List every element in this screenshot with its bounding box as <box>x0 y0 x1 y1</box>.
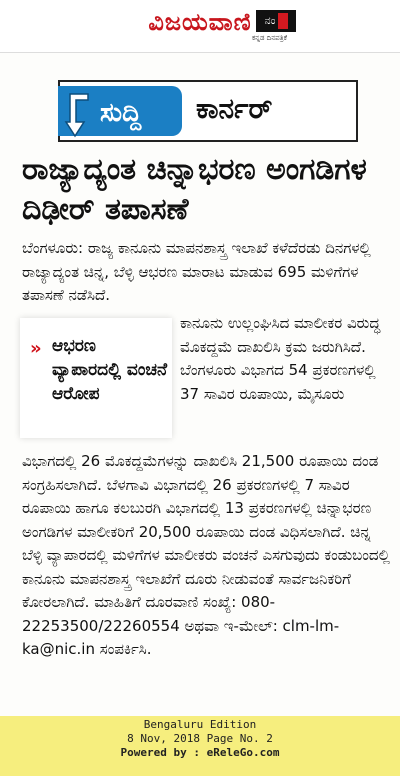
article-paragraph-1: ಬೆಂಗಳೂರು: ರಾಜ್ಯ ಕಾನೂನು ಮಾಪನಶಾಸ್ತ್ರ ಇಲಾಖೆ ಕಳೆದೆರಡು ದಿನಗಳಲ್ಲಿ ರಾಜ್ಯಾದ್ಯಂತ ಚಿನ್ನ, ಬೆಳ್ಳಿ ಆಭರಣ ಮಾರಾಟ ಮಾಡುವ 695 ಮಳಿಗೆಗಳ ತಪಾಸಣೆ ನಡೆಸಿದೆ. <box>22 239 371 304</box>
edition-name: Bengaluru Edition <box>143 718 257 731</box>
edition-footer <box>0 716 400 776</box>
masthead-badge <box>256 10 296 32</box>
powered-by: Powered by : eReleGo.com <box>120 746 280 759</box>
down-arrow-icon <box>64 90 94 140</box>
banner-left-word: ಸುದ್ದಿ <box>100 98 142 128</box>
article-paragraph-2: ಕಾನೂನು ಉಲ್ಲಂಘಿಸಿದ ಮಾಲೀಕರ ವಿರುದ್ಧ ಮೊಕದ್ದಮೆ ದಾಖಲಿಸಿ ಕ್ರಮ ಜರುಗಿಸಿದೆ. ಬೆಂಗಳೂರು ವಿಭಾಗದ 54 ಪ್ರಕರಣಗಳಲ್ಲಿ 37 ಸಾವಿರ ರೂಪಾಯಿ, ಮೈಸೂರು <box>180 314 381 403</box>
badge-label: ನಂ <box>264 14 276 27</box>
highlight-text: ಆಭರಣ ವ್ಯಾಪಾರದಲ್ಲಿ ವಂಚನೆ ಆರೋಪ <box>52 336 168 404</box>
banner-ribbon <box>58 86 182 136</box>
highlight-box <box>20 318 172 438</box>
banner-right-word: ಕಾರ್ನರ್ <box>196 92 273 125</box>
masthead <box>0 0 400 53</box>
suddi-corner-banner <box>58 80 358 142</box>
badge-red-block <box>278 13 288 29</box>
article-headline: ರಾಜ್ಯಾದ್ಯಂತ ಚಿನ್ನಾಭರಣ ಅಂಗಡಿಗಳ ದಿಢೀರ್ ತಪಾಸಣೆ <box>22 152 367 227</box>
edition-date-page: 8 Nov, 2018 Page No. 2 <box>127 732 273 745</box>
masthead-tagline: ಕನ್ನಡ ದಿನಪತ್ರಿಕೆ <box>252 34 288 42</box>
newspaper-title: ವಿಜಯವಾಣಿ <box>148 8 252 36</box>
article-paragraph-3: ವಿಭಾಗದಲ್ಲಿ 26 ಮೊಕದ್ದಮೆಗಳನ್ನು ದಾಖಲಿಸಿ 21,500 ರೂಪಾಯಿ ದಂಡ ಸಂಗ್ರಹಿಸಲಾಗಿದೆ. ಬೆಳಗಾವಿ ವಿಭಾಗದಲ್ಲಿ 26 ಪ್ರಕರಣಗಳಲ್ಲಿ 7 ಸಾವಿರ ರೂಪಾಯಿ ಹಾಗೂ ಕಲಬುರಗಿ ವಿಭಾಗದಲ್ಲಿ 13 ಪ್ರಕರಣಗಳಲ್ಲಿ ಚಿನ್ನಾಭರಣ ಅಂಗಡಿಗಳ ಮಾಲೀಕರಿಗೆ 20,500 ರೂಪಾಯಿ ದಂಡ ವಿಧಿಸಲಾಗಿದೆ. ಚಿನ್ನ ಬೆಳ್ಳಿ ವ್ಯಾಪಾರದಲ್ಲಿ ಮಳಿಗೆಗಳ ಮಾಲೀಕರು ವಂಚನೆ ಎಸಗುವುದು ಕಂಡುಬಂದಲ್ಲಿ ಕಾನೂನು ಮಾಪನಶಾಸ್ತ್ರ ಇಲಾಖೆಗೆ ದೂರು ನೀಡುವಂತೆ ಸಾರ್ವಜನಿಕರಿಗೆ ಕೋರಲಾಗಿದೆ. ಮಾಹಿತಿಗೆ ದೂರವಾಣಿ ಸಂಖ್ಯೆ: 080-22253500/22260554 ಅಥವಾ ಇ-ಮೇಲ್: clm-lm-ka@nic.in ಸಂಪರ್ಕಿಸಿ. <box>22 452 390 658</box>
chevron-right-icon: » <box>30 338 42 359</box>
